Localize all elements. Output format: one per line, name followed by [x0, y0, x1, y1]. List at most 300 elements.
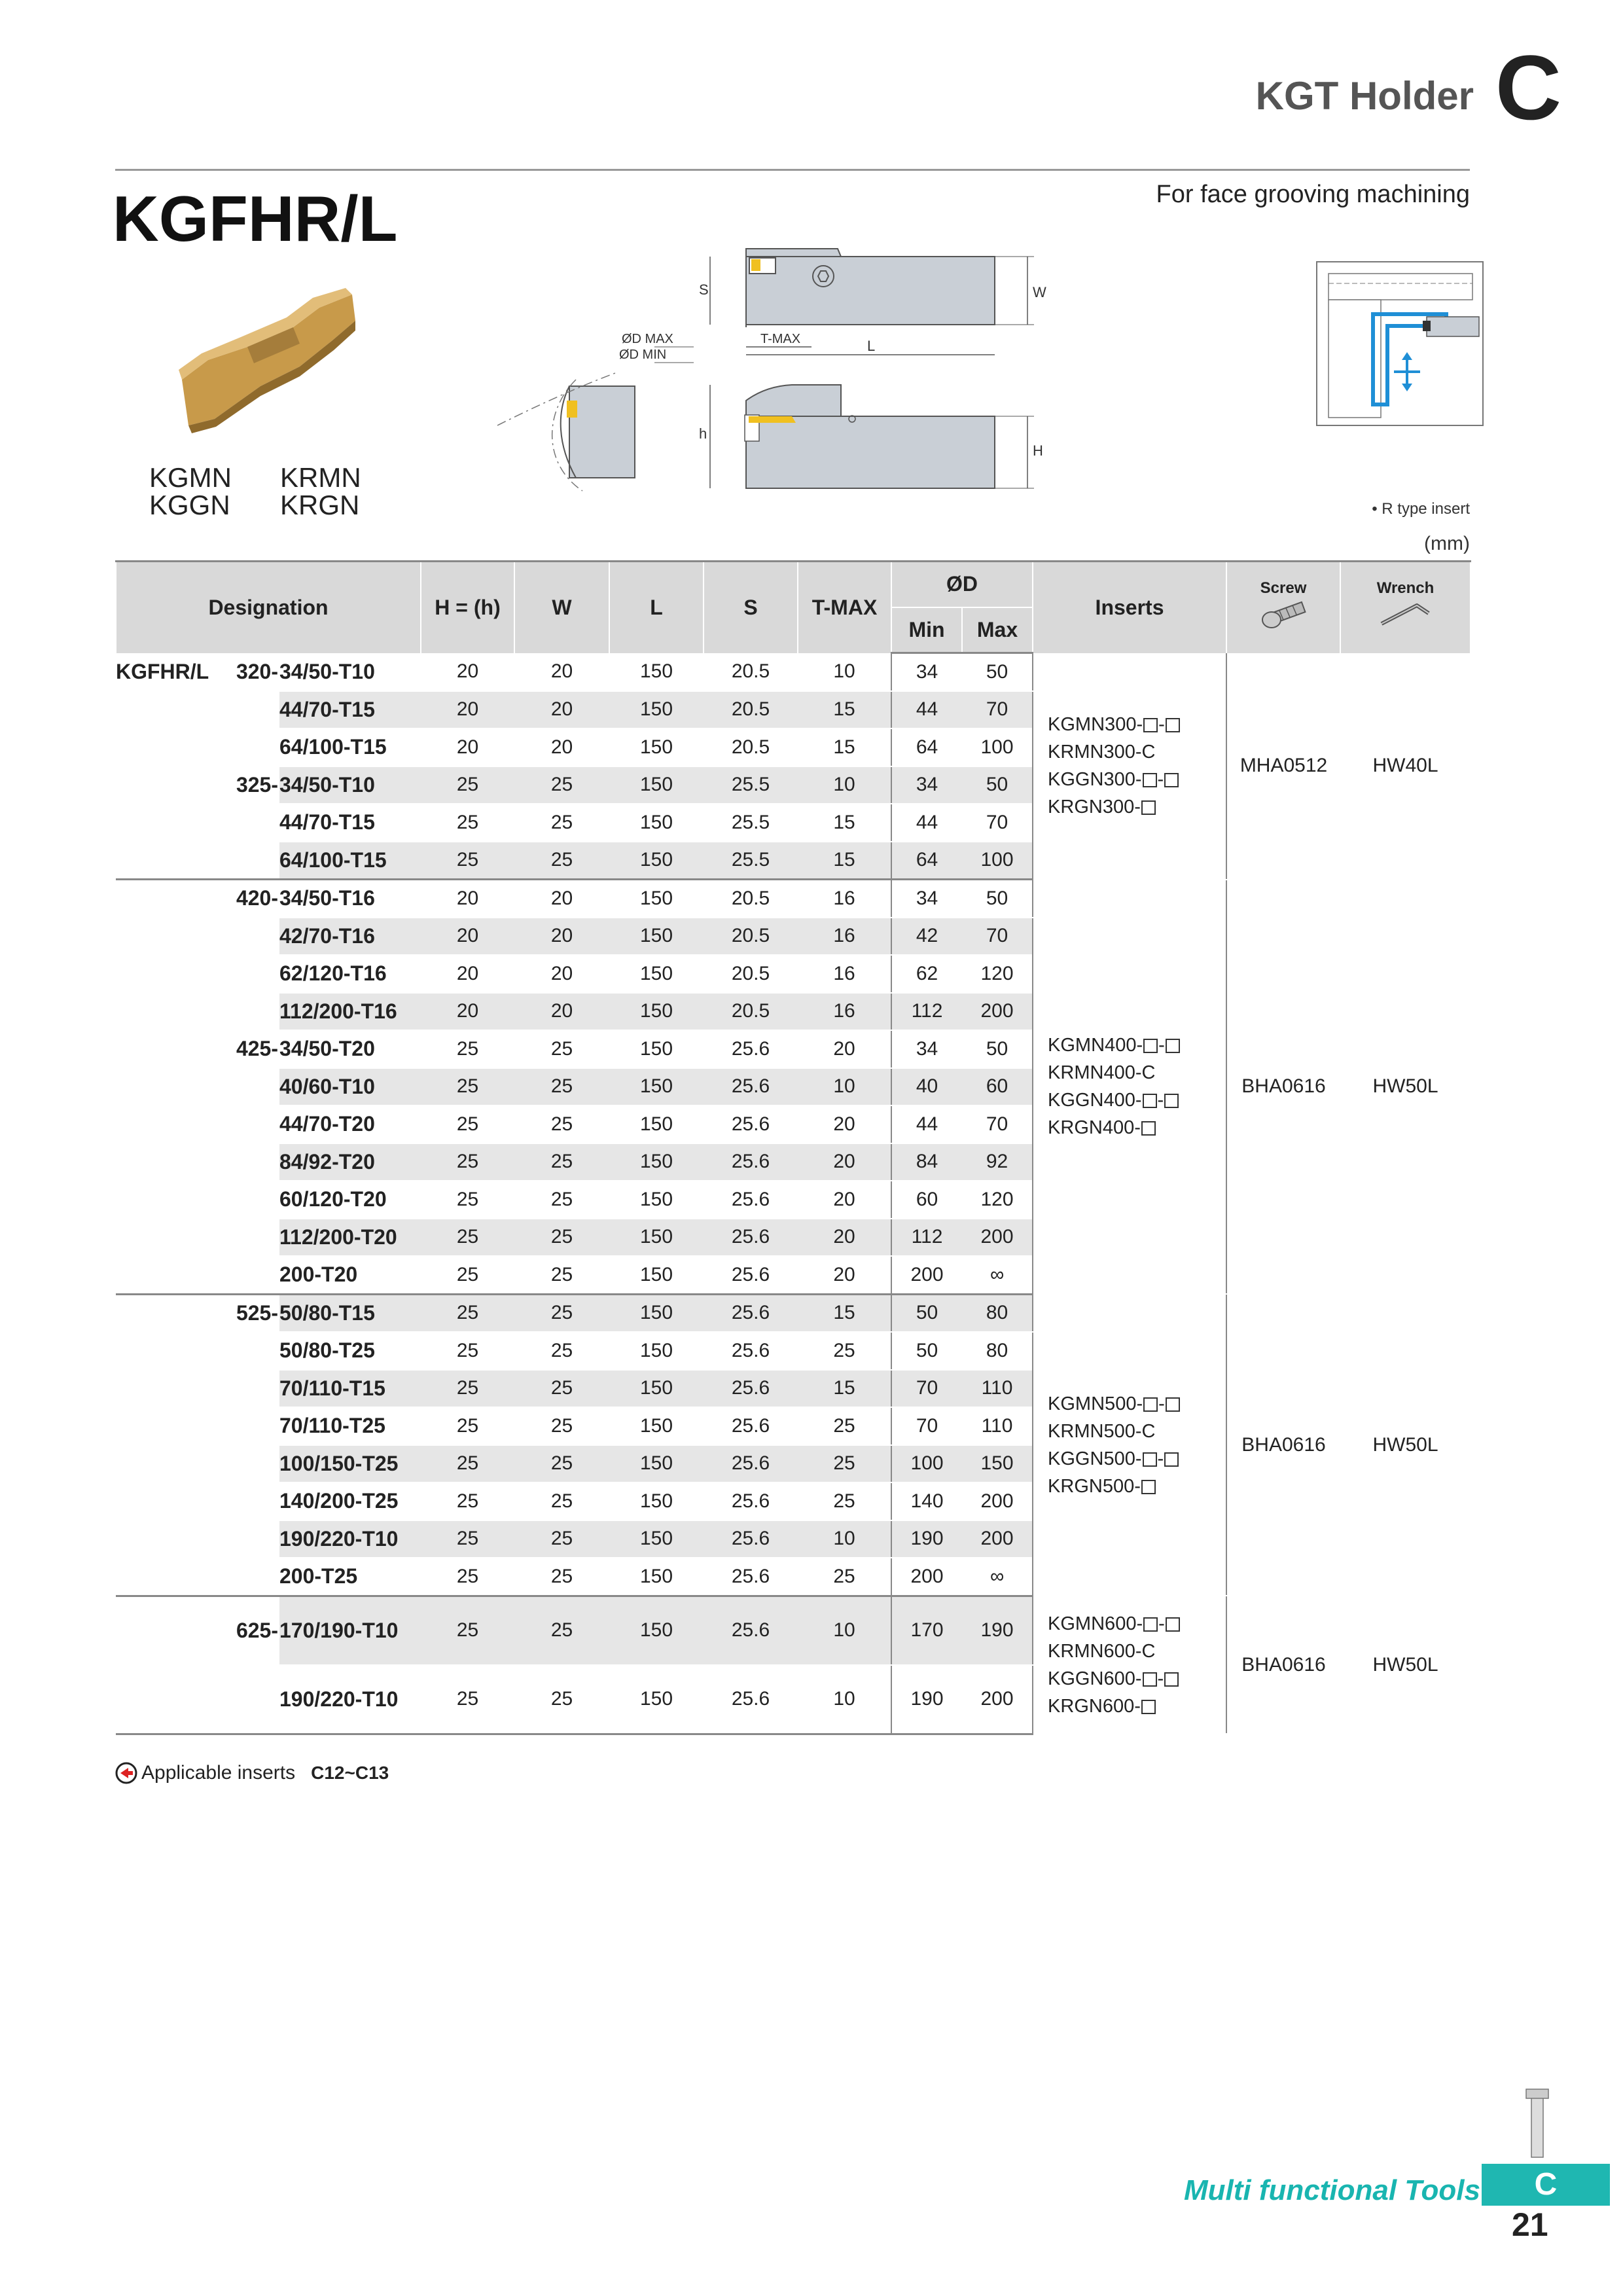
designation-suffix: 62/120-T16	[279, 955, 421, 993]
header-d: ØD	[891, 562, 1033, 607]
insert-code: KRGN400-	[1048, 1114, 1226, 1141]
series-cell	[116, 1482, 232, 1520]
cell-tmax: 10	[798, 1520, 891, 1558]
cell-tmax: 25	[798, 1558, 891, 1596]
cell-h: 20	[421, 653, 514, 691]
cell-h: 25	[421, 1143, 514, 1181]
cell-tmax: 16	[798, 993, 891, 1031]
cell-h: 25	[421, 766, 514, 804]
cell-s: 25.6	[704, 1181, 798, 1219]
insert-type-kgmn: KGMN	[149, 462, 232, 493]
designation-prefix	[232, 1558, 279, 1596]
cell-s: 25.6	[704, 1105, 798, 1143]
screw-code: MHA0512	[1226, 653, 1340, 880]
cell-h: 25	[421, 1068, 514, 1106]
designation-prefix: 320-	[232, 653, 279, 691]
designation-prefix	[232, 1143, 279, 1181]
cell-dmax: 150	[962, 1445, 1033, 1483]
cell-dmin: 112	[891, 1219, 962, 1257]
footnote-label: Applicable inserts	[141, 1762, 296, 1784]
designation-suffix: 112/200-T16	[279, 993, 421, 1031]
cell-w: 20	[514, 993, 609, 1031]
cell-s: 25.6	[704, 1068, 798, 1106]
header-screw-label: Screw	[1260, 579, 1307, 598]
series-cell	[116, 1596, 232, 1665]
header-tmax: T-MAX	[798, 562, 891, 653]
cell-l: 150	[609, 993, 704, 1031]
series-cell	[116, 1256, 232, 1294]
cell-dmax: 200	[962, 1219, 1033, 1257]
header-dmax: Max	[962, 607, 1033, 653]
designation-prefix	[232, 1665, 279, 1734]
series-cell	[116, 918, 232, 956]
section-letter: C	[1495, 36, 1561, 139]
inserts-cell	[1033, 880, 1226, 1295]
cell-h: 25	[421, 1558, 514, 1596]
cell-w: 25	[514, 1558, 609, 1596]
designation-prefix	[232, 1370, 279, 1408]
insert-code: KGGN300- -	[1048, 766, 1226, 793]
cell-s: 25.6	[704, 1294, 798, 1332]
designation-prefix	[232, 691, 279, 729]
designation-prefix	[232, 993, 279, 1031]
header-s: S	[704, 562, 798, 653]
cell-h: 25	[421, 1030, 514, 1068]
screw-code: BHA0616	[1226, 1596, 1340, 1734]
designation-prefix	[232, 1219, 279, 1257]
designation-prefix	[232, 1256, 279, 1294]
cell-dmin: 190	[891, 1520, 962, 1558]
cell-s: 20.5	[704, 993, 798, 1031]
cell-h: 25	[421, 1596, 514, 1665]
designation-suffix: 84/92-T20	[279, 1143, 421, 1181]
footer-title: Multi functional Tools	[1184, 2174, 1480, 2206]
cell-tmax: 15	[798, 1294, 891, 1332]
designation-prefix	[232, 1407, 279, 1445]
product-title: KGFHR/L	[113, 183, 398, 255]
machining-diagram	[1315, 260, 1484, 427]
series-cell	[116, 880, 232, 918]
series-label: KGFHR/L	[116, 653, 232, 691]
cell-dmax: 50	[962, 1030, 1033, 1068]
insert-code: KGMN600- -	[1048, 1610, 1226, 1638]
header-divider	[115, 169, 1470, 171]
cell-tmax: 15	[798, 842, 891, 880]
cell-tmax: 10	[798, 1068, 891, 1106]
screw-code: BHA0616	[1226, 880, 1340, 1295]
cell-l: 150	[609, 1520, 704, 1558]
cell-w: 25	[514, 1181, 609, 1219]
designation-suffix: 34/50-T10	[279, 766, 421, 804]
cell-dmax: 190	[962, 1596, 1033, 1665]
insert-code: KRMN500-C	[1048, 1420, 1156, 1442]
cell-tmax: 15	[798, 691, 891, 729]
header-h: H = (h)	[421, 562, 514, 653]
designation-suffix: 50/80-T25	[279, 1332, 421, 1370]
designation-prefix	[232, 804, 279, 842]
insert-code: KGMN500- -	[1048, 1390, 1226, 1418]
dim-label-h-small: h	[699, 425, 707, 442]
insert-code: KRMN600-C	[1048, 1640, 1156, 1662]
insert-code: KRMN400-C	[1048, 1062, 1156, 1084]
dim-label-dmax: ØD MAX	[622, 332, 673, 346]
cell-h: 25	[421, 1445, 514, 1483]
cell-h: 20	[421, 993, 514, 1031]
cell-w: 25	[514, 1256, 609, 1294]
designation-suffix: 60/120-T20	[279, 1181, 421, 1219]
inserts-cell	[1033, 1294, 1226, 1596]
insert-code: KGGN600- -	[1048, 1665, 1226, 1693]
series-cell	[116, 842, 232, 880]
wrench-code: HW50L	[1340, 1596, 1471, 1734]
designation-prefix	[232, 1105, 279, 1143]
cell-s: 20.5	[704, 653, 798, 691]
header-title: KGT Holder	[1255, 74, 1474, 118]
cell-dmax: 80	[962, 1294, 1033, 1332]
wrench-code: HW50L	[1340, 1294, 1471, 1596]
cell-l: 150	[609, 842, 704, 880]
footer-section-tab[interactable]: C	[1482, 2164, 1610, 2206]
cell-tmax: 25	[798, 1332, 891, 1370]
cell-dmin: 34	[891, 653, 962, 691]
series-cell	[116, 1294, 232, 1332]
series-cell	[116, 1665, 232, 1734]
cell-dmax: 200	[962, 993, 1033, 1031]
designation-suffix: 70/110-T15	[279, 1370, 421, 1408]
cell-tmax: 20	[798, 1143, 891, 1181]
designation-suffix: 34/50-T20	[279, 1030, 421, 1068]
cell-dmin: 70	[891, 1370, 962, 1408]
cell-h: 20	[421, 918, 514, 956]
table-row	[116, 1294, 1471, 1332]
cell-dmax: 50	[962, 880, 1033, 918]
cell-tmax: 25	[798, 1482, 891, 1520]
series-cell	[116, 1068, 232, 1106]
cell-l: 150	[609, 766, 704, 804]
header-inserts: Inserts	[1033, 562, 1226, 653]
cell-h: 25	[421, 1332, 514, 1370]
cell-l: 150	[609, 1596, 704, 1665]
cell-tmax: 20	[798, 1030, 891, 1068]
designation-prefix: 420-	[232, 880, 279, 918]
cell-tmax: 16	[798, 918, 891, 956]
cell-dmin: 200	[891, 1256, 962, 1294]
cell-dmax: ∞	[962, 1256, 1033, 1294]
cell-w: 20	[514, 691, 609, 729]
cell-dmin: 112	[891, 993, 962, 1031]
cell-w: 25	[514, 1219, 609, 1257]
cell-s: 25.6	[704, 1219, 798, 1257]
cell-h: 25	[421, 1665, 514, 1734]
cell-h: 25	[421, 1256, 514, 1294]
designation-suffix: 42/70-T16	[279, 918, 421, 956]
designation-suffix: 190/220-T10	[279, 1520, 421, 1558]
header-wrench	[1340, 562, 1471, 653]
designation-suffix: 40/60-T10	[279, 1068, 421, 1106]
cell-dmax: 200	[962, 1520, 1033, 1558]
cell-w: 25	[514, 766, 609, 804]
designation-prefix	[232, 1482, 279, 1520]
cell-dmax: 70	[962, 804, 1033, 842]
cell-w: 25	[514, 1143, 609, 1181]
cell-w: 25	[514, 1482, 609, 1520]
cell-tmax: 15	[798, 728, 891, 766]
cell-l: 150	[609, 1181, 704, 1219]
product-subtitle: For face grooving machining	[1156, 181, 1470, 208]
series-cell	[116, 955, 232, 993]
cell-tmax: 16	[798, 955, 891, 993]
designation-prefix	[232, 955, 279, 993]
series-cell	[116, 1370, 232, 1408]
cell-h: 25	[421, 1520, 514, 1558]
designation-prefix	[232, 1181, 279, 1219]
designation-prefix	[232, 1068, 279, 1106]
dim-label-s: S	[699, 281, 709, 298]
table-row	[116, 880, 1471, 918]
cell-s: 25.6	[704, 1520, 798, 1558]
header-dmin: Min	[891, 607, 962, 653]
cell-l: 150	[609, 955, 704, 993]
cell-s: 25.6	[704, 1370, 798, 1408]
cell-s: 25.6	[704, 1407, 798, 1445]
cell-w: 25	[514, 1105, 609, 1143]
cell-dmax: 200	[962, 1665, 1033, 1734]
insert-type-kggn: KGGN	[149, 490, 230, 520]
dim-label-dmin: ØD MIN	[619, 348, 667, 362]
cell-tmax: 20	[798, 1256, 891, 1294]
cell-h: 25	[421, 842, 514, 880]
footnote-ref[interactable]: C12~C13	[311, 1763, 389, 1783]
designation-suffix: 64/100-T15	[279, 842, 421, 880]
insert-code: KRMN300-C	[1048, 742, 1156, 762]
series-cell	[116, 993, 232, 1031]
header-wrench-label: Wrench	[1376, 579, 1435, 598]
designation-prefix	[232, 728, 279, 766]
cell-h: 25	[421, 1181, 514, 1219]
cell-w: 25	[514, 1407, 609, 1445]
cell-dmax: 100	[962, 842, 1033, 880]
cell-dmin: 44	[891, 804, 962, 842]
designation-prefix	[232, 842, 279, 880]
cell-dmax: 92	[962, 1143, 1033, 1181]
cell-l: 150	[609, 1407, 704, 1445]
cell-dmin: 50	[891, 1294, 962, 1332]
cell-w: 25	[514, 1596, 609, 1665]
cell-dmax: 70	[962, 1105, 1033, 1143]
header-designation: Designation	[116, 562, 421, 653]
cell-dmin: 42	[891, 918, 962, 956]
tool-thumbnail-icon	[1522, 2088, 1552, 2160]
cell-tmax: 16	[798, 880, 891, 918]
spec-table	[115, 560, 1471, 1735]
cell-dmin: 34	[891, 766, 962, 804]
cell-dmin: 84	[891, 1143, 962, 1181]
series-cell	[116, 1520, 232, 1558]
cell-dmax: 110	[962, 1370, 1033, 1408]
designation-prefix: 425-	[232, 1030, 279, 1068]
cell-s: 20.5	[704, 918, 798, 956]
cell-h: 25	[421, 1105, 514, 1143]
designation-prefix	[232, 1445, 279, 1483]
series-cell	[116, 1105, 232, 1143]
designation-prefix: 325-	[232, 766, 279, 804]
designation-suffix: 140/200-T25	[279, 1482, 421, 1520]
cell-l: 150	[609, 728, 704, 766]
cell-dmax: 70	[962, 918, 1033, 956]
cell-tmax: 15	[798, 804, 891, 842]
cell-tmax: 10	[798, 653, 891, 691]
cell-dmax: 60	[962, 1068, 1033, 1106]
header-l: L	[609, 562, 704, 653]
wrench-code: HW50L	[1340, 880, 1471, 1295]
cell-w: 25	[514, 1030, 609, 1068]
insert-code: KRGN300-	[1048, 793, 1226, 821]
designation-suffix: 44/70-T15	[279, 804, 421, 842]
cell-s: 25.6	[704, 1665, 798, 1734]
cell-h: 25	[421, 1294, 514, 1332]
screw-icon	[1257, 598, 1310, 630]
cell-dmax: 70	[962, 691, 1033, 729]
cell-s: 25.6	[704, 1030, 798, 1068]
inserts-cell	[1033, 1596, 1226, 1734]
cell-dmax: 50	[962, 766, 1033, 804]
cell-dmax: 50	[962, 653, 1033, 691]
insert-code: KGGN500- -	[1048, 1445, 1226, 1473]
insert-code: KRGN600-	[1048, 1693, 1226, 1720]
cell-dmax: 110	[962, 1407, 1033, 1445]
designation-suffix: 34/50-T16	[279, 880, 421, 918]
cell-h: 25	[421, 1370, 514, 1408]
designation-suffix: 200-T25	[279, 1558, 421, 1596]
footnote	[115, 1762, 389, 1784]
cell-dmin: 100	[891, 1445, 962, 1483]
cell-w: 20	[514, 955, 609, 993]
cell-s: 25.5	[704, 804, 798, 842]
designation-suffix: 44/70-T20	[279, 1105, 421, 1143]
cell-dmin: 170	[891, 1596, 962, 1665]
cell-l: 150	[609, 1068, 704, 1106]
cell-s: 20.5	[704, 880, 798, 918]
insert-code: KRGN500-	[1048, 1473, 1226, 1500]
series-cell	[116, 1407, 232, 1445]
cell-l: 150	[609, 1143, 704, 1181]
cell-dmin: 60	[891, 1181, 962, 1219]
cell-s: 20.5	[704, 728, 798, 766]
arrow-circle-icon	[115, 1762, 137, 1784]
cell-dmax: 80	[962, 1332, 1033, 1370]
cell-tmax: 20	[798, 1105, 891, 1143]
cell-dmax: 100	[962, 728, 1033, 766]
cell-l: 150	[609, 1105, 704, 1143]
cell-w: 25	[514, 1294, 609, 1332]
insert-code: KGGN400- -	[1048, 1086, 1226, 1114]
designation-suffix: 50/80-T15	[279, 1294, 421, 1332]
insert-code: KGMN400- -	[1048, 1031, 1226, 1059]
spec-table-body	[116, 653, 1471, 1734]
cell-s: 20.5	[704, 955, 798, 993]
cell-l: 150	[609, 1558, 704, 1596]
cell-l: 150	[609, 1445, 704, 1483]
cell-tmax: 25	[798, 1445, 891, 1483]
cell-dmin: 64	[891, 728, 962, 766]
cell-tmax: 15	[798, 1370, 891, 1408]
table-row	[116, 653, 1471, 691]
cell-dmin: 62	[891, 955, 962, 993]
cell-dmax: 120	[962, 955, 1033, 993]
cell-dmin: 34	[891, 1030, 962, 1068]
insert-type-krmn: KRMN	[280, 462, 361, 493]
cell-w: 20	[514, 653, 609, 691]
insert-code: KGMN300- -	[1048, 711, 1226, 738]
cell-tmax: 10	[798, 766, 891, 804]
cell-l: 150	[609, 880, 704, 918]
cell-l: 150	[609, 691, 704, 729]
cell-s: 25.6	[704, 1445, 798, 1483]
cell-dmax: 120	[962, 1181, 1033, 1219]
designation-prefix: 625-	[232, 1596, 279, 1665]
screw-code: BHA0616	[1226, 1294, 1340, 1596]
designation-prefix	[232, 1520, 279, 1558]
cell-l: 150	[609, 653, 704, 691]
cell-s: 25.6	[704, 1596, 798, 1665]
cell-tmax: 10	[798, 1665, 891, 1734]
series-cell	[116, 804, 232, 842]
cell-h: 25	[421, 1219, 514, 1257]
cell-tmax: 20	[798, 1219, 891, 1257]
cell-l: 150	[609, 1219, 704, 1257]
designation-suffix: 64/100-T15	[279, 728, 421, 766]
cell-s: 25.6	[704, 1256, 798, 1294]
cell-dmin: 70	[891, 1407, 962, 1445]
series-cell	[116, 1445, 232, 1483]
cell-dmin: 50	[891, 1332, 962, 1370]
cell-l: 150	[609, 1370, 704, 1408]
series-cell	[116, 728, 232, 766]
cell-dmax: ∞	[962, 1558, 1033, 1596]
series-cell	[116, 691, 232, 729]
designation-suffix: 200-T20	[279, 1256, 421, 1294]
cell-dmin: 34	[891, 880, 962, 918]
cell-l: 150	[609, 1294, 704, 1332]
cell-h: 25	[421, 1407, 514, 1445]
header-screw	[1226, 562, 1340, 653]
table-row	[116, 1596, 1471, 1665]
cell-h: 20	[421, 880, 514, 918]
insert-type-krgn: KRGN	[280, 490, 360, 520]
cell-s: 20.5	[704, 691, 798, 729]
series-cell	[116, 1143, 232, 1181]
header-w: W	[514, 562, 609, 653]
cell-tmax: 20	[798, 1181, 891, 1219]
designation-suffix: 190/220-T10	[279, 1665, 421, 1734]
insert-image	[169, 281, 365, 439]
cell-l: 150	[609, 1665, 704, 1734]
cell-h: 25	[421, 1482, 514, 1520]
designation-suffix: 34/50-T10	[279, 653, 421, 691]
cell-w: 20	[514, 880, 609, 918]
cell-w: 25	[514, 1370, 609, 1408]
cell-dmin: 40	[891, 1068, 962, 1106]
designation-suffix: 112/200-T20	[279, 1219, 421, 1257]
page-number: 21	[1512, 2206, 1548, 2243]
cell-l: 150	[609, 1030, 704, 1068]
cell-s: 25.6	[704, 1558, 798, 1596]
cell-s: 25.6	[704, 1332, 798, 1370]
designation-suffix: 100/150-T25	[279, 1445, 421, 1483]
cell-h: 25	[421, 804, 514, 842]
cell-tmax: 25	[798, 1407, 891, 1445]
series-cell	[116, 1558, 232, 1596]
